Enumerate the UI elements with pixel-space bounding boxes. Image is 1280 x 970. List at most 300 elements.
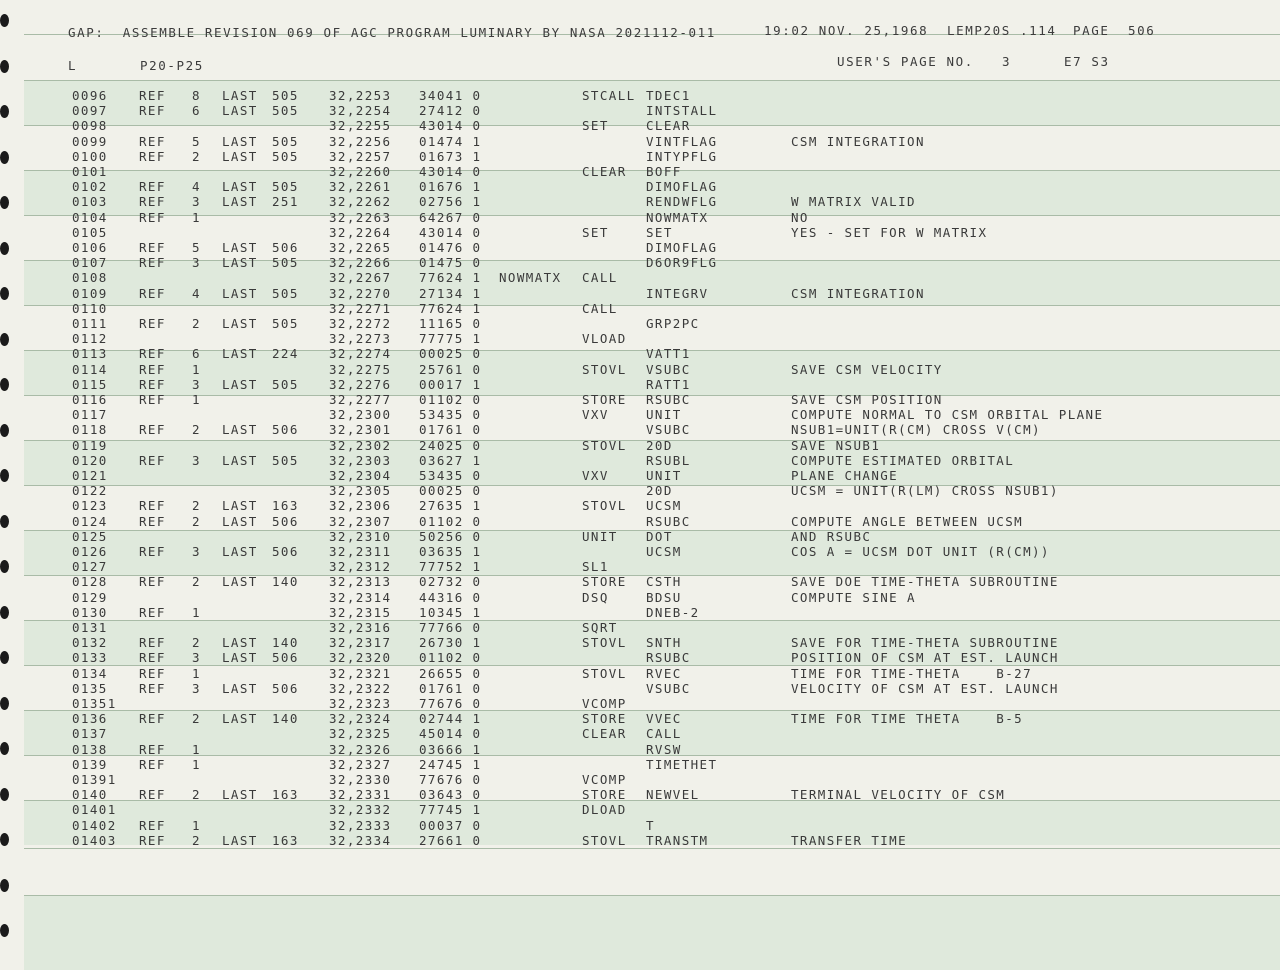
listing-word: 03627 1 <box>419 453 482 468</box>
listing-op: STOVL <box>582 833 627 848</box>
listing-count: 1 <box>192 210 201 225</box>
listing-line: 0121 <box>72 468 108 483</box>
listing-addr: 32,2311 <box>329 544 392 559</box>
listing-operand: NEWVEL <box>646 787 700 802</box>
listing-count: 2 <box>192 316 201 331</box>
listing-line: 0100 <box>72 149 108 164</box>
listing-row <box>0 134 1280 149</box>
listing-op: STORE <box>582 711 627 726</box>
listing-ref: REF <box>139 742 166 757</box>
listing-count: 1 <box>192 757 201 772</box>
listing-comment: SAVE FOR TIME-THETA SUBROUTINE <box>791 635 1059 650</box>
listing-word: 26730 1 <box>419 635 482 650</box>
listing-op: STORE <box>582 574 627 589</box>
listing-count: 3 <box>192 650 201 665</box>
listing-word: 43014 0 <box>419 225 482 240</box>
listing-addr: 32,2316 <box>329 620 392 635</box>
listing-row <box>0 818 1280 833</box>
listing-page: 505 <box>272 134 299 149</box>
listing-line: 0114 <box>72 362 108 377</box>
listing-word: 01102 0 <box>419 392 482 407</box>
listing-row <box>0 103 1280 118</box>
listing-addr: 32,2265 <box>329 240 392 255</box>
listing-ref: REF <box>139 650 166 665</box>
feed-hole <box>0 924 9 937</box>
listing-line: 01403 <box>72 833 117 848</box>
listing-count: 2 <box>192 711 201 726</box>
listing-op: SQRT <box>582 620 618 635</box>
listing-word: 77624 1 <box>419 301 482 316</box>
feed-hole <box>0 879 9 892</box>
listing-op: STOVL <box>582 635 627 650</box>
listing-addr: 32,2325 <box>329 726 392 741</box>
listing-row <box>0 194 1280 209</box>
listing-page: 505 <box>272 453 299 468</box>
listing-comment: UCSM = UNIT(R(LM) CROSS NSUB1) <box>791 483 1059 498</box>
listing-last: LAST <box>222 787 258 802</box>
listing-row <box>0 164 1280 179</box>
listing-word: 50256 0 <box>419 529 482 544</box>
listing-comment: COS A = UCSM DOT UNIT (R(CM)) <box>791 544 1050 559</box>
listing-operand: SET <box>646 225 673 240</box>
listing-line: 0107 <box>72 255 108 270</box>
feed-hole <box>0 14 9 27</box>
listing-count: 3 <box>192 544 201 559</box>
listing-op: DSQ <box>582 590 609 605</box>
listing-addr: 32,2254 <box>329 103 392 118</box>
listing-line: 0137 <box>72 726 108 741</box>
listing-row <box>0 590 1280 605</box>
listing-op: CALL <box>582 301 618 316</box>
listing-last: LAST <box>222 346 258 361</box>
listing-word: 77745 1 <box>419 802 482 817</box>
listing-op: CALL <box>582 270 618 285</box>
listing-word: 43014 0 <box>419 118 482 133</box>
listing-ref: REF <box>139 103 166 118</box>
listing-addr: 32,2256 <box>329 134 392 149</box>
listing-comment: NSUB1=UNIT(R(CM) CROSS V(CM) <box>791 422 1041 437</box>
listing-operand: BOFF <box>646 164 682 179</box>
listing-count: 2 <box>192 514 201 529</box>
listing-last: LAST <box>222 650 258 665</box>
listing-count: 8 <box>192 88 201 103</box>
listing-row <box>0 286 1280 301</box>
listing-addr: 32,2274 <box>329 346 392 361</box>
listing-comment: SAVE CSM VELOCITY <box>791 362 943 377</box>
listing-ref: REF <box>139 149 166 164</box>
listing-line: 0108 <box>72 270 108 285</box>
listing-ref: REF <box>139 392 166 407</box>
listing-row <box>0 483 1280 498</box>
listing-op: DLOAD <box>582 802 627 817</box>
listing-row <box>0 559 1280 574</box>
listing-comment: SAVE DOE TIME-THETA SUBROUTINE <box>791 574 1059 589</box>
listing-last: LAST <box>222 103 258 118</box>
listing-comment: CSM INTEGRATION <box>791 134 925 149</box>
listing-addr: 32,2300 <box>329 407 392 422</box>
listing-count: 3 <box>192 681 201 696</box>
listing-operand: 20D <box>646 483 673 498</box>
listing-addr: 32,2321 <box>329 666 392 681</box>
listing-row <box>0 514 1280 529</box>
listing-addr: 32,2330 <box>329 772 392 787</box>
listing-word: 03643 0 <box>419 787 482 802</box>
listing-word: 01476 0 <box>419 240 482 255</box>
listing-row <box>0 666 1280 681</box>
listing-addr: 32,2263 <box>329 210 392 225</box>
listing-ref: REF <box>139 757 166 772</box>
listing-op: VXV <box>582 407 609 422</box>
listing-title: GAP: ASSEMBLE REVISION 069 OF AGC PROGRAM LUMINARY BY NASA 2021112-011 <box>68 25 716 40</box>
listing-row <box>0 240 1280 255</box>
listing-word: 10345 1 <box>419 605 482 620</box>
listing-word: 01761 0 <box>419 681 482 696</box>
listing-word: 24025 0 <box>419 438 482 453</box>
listing-page: 506 <box>272 422 299 437</box>
listing-line: 01351 <box>72 696 117 711</box>
listing-last: LAST <box>222 377 258 392</box>
listing-addr: 32,2272 <box>329 316 392 331</box>
listing-op: VXV <box>582 468 609 483</box>
listing-line: 0111 <box>72 316 108 331</box>
listing-op: STORE <box>582 787 627 802</box>
listing-operand: CLEAR <box>646 118 691 133</box>
listing-comment: AND RSUBC <box>791 529 872 544</box>
listing-ref: REF <box>139 833 166 848</box>
listing-word: 77775 1 <box>419 331 482 346</box>
listing-word: 77766 0 <box>419 620 482 635</box>
listing-line: 01402 <box>72 818 117 833</box>
listing-word: 53435 0 <box>419 468 482 483</box>
listing-row <box>0 681 1280 696</box>
listing-count: 1 <box>192 742 201 757</box>
listing-op: STCALL <box>582 88 636 103</box>
listing-last: LAST <box>222 422 258 437</box>
listing-line: 0131 <box>72 620 108 635</box>
listing-row <box>0 650 1280 665</box>
listing-ref: REF <box>139 255 166 270</box>
listing-last: LAST <box>222 453 258 468</box>
listing-page: 505 <box>272 316 299 331</box>
listing-page: 505 <box>272 88 299 103</box>
listing-row <box>0 407 1280 422</box>
listing-comment: YES - SET FOR W MATRIX <box>791 225 988 240</box>
listing-operand: GRP2PC <box>646 316 700 331</box>
listing-word: 45014 0 <box>419 726 482 741</box>
listing-count: 6 <box>192 346 201 361</box>
listing-comment: PLANE CHANGE <box>791 468 899 483</box>
listing-row <box>0 346 1280 361</box>
listing-line: 0102 <box>72 179 108 194</box>
green-band <box>24 895 1280 970</box>
listing-row <box>0 225 1280 240</box>
users-page-number: 3 <box>1002 54 1012 69</box>
listing-operand: RSUBL <box>646 453 691 468</box>
listing-label: NOWMATX <box>499 270 562 285</box>
listing-operand: T <box>646 818 655 833</box>
listing-word: 00025 0 <box>419 346 482 361</box>
listing-addr: 32,2306 <box>329 498 392 513</box>
listing-line: 0133 <box>72 650 108 665</box>
listing-operand: CSTH <box>646 574 682 589</box>
listing-operand: DIMOFLAG <box>646 179 718 194</box>
listing-ref: REF <box>139 453 166 468</box>
listing-comment: W MATRIX VALID <box>791 194 916 209</box>
listing-word: 11165 0 <box>419 316 482 331</box>
listing-addr: 32,2257 <box>329 149 392 164</box>
listing-ref: REF <box>139 635 166 650</box>
listing-addr: 32,2302 <box>329 438 392 453</box>
listing-count: 2 <box>192 149 201 164</box>
listing-last: LAST <box>222 286 258 301</box>
listing-row <box>0 605 1280 620</box>
band-rule <box>24 848 1280 849</box>
listing-ref: REF <box>139 574 166 589</box>
listing-addr: 32,2267 <box>329 270 392 285</box>
listing-ref: REF <box>139 134 166 149</box>
listing-page: 140 <box>272 574 299 589</box>
listing-addr: 32,2261 <box>329 179 392 194</box>
listing-op: SL1 <box>582 559 609 574</box>
listing-word: 27635 1 <box>419 498 482 513</box>
listing-page: 505 <box>272 286 299 301</box>
listing-ref: REF <box>139 346 166 361</box>
listing-line: 0119 <box>72 438 108 453</box>
listing-line: 0101 <box>72 164 108 179</box>
listing-addr: 32,2327 <box>329 757 392 772</box>
listing-page: 140 <box>272 711 299 726</box>
listing-line: 0109 <box>72 286 108 301</box>
listing-line: 0139 <box>72 757 108 772</box>
listing-word: 03666 1 <box>419 742 482 757</box>
listing-word: 34041 0 <box>419 88 482 103</box>
listing-line: 0098 <box>72 118 108 133</box>
listing-count: 1 <box>192 392 201 407</box>
listing-word: 01673 1 <box>419 149 482 164</box>
listing-comment: TIME FOR TIME THETA B-5 <box>791 711 1024 726</box>
listing-last: LAST <box>222 255 258 270</box>
listing-operand: INTEGRV <box>646 286 709 301</box>
listing-row <box>0 255 1280 270</box>
listing-operand: RSUBC <box>646 514 691 529</box>
listing-op: SET <box>582 225 609 240</box>
listing-count: 1 <box>192 362 201 377</box>
listing-last: LAST <box>222 134 258 149</box>
listing-addr: 32,2333 <box>329 818 392 833</box>
listing-ref: REF <box>139 818 166 833</box>
listing-count: 4 <box>192 286 201 301</box>
listing-word: 00025 0 <box>419 483 482 498</box>
listing-addr: 32,2331 <box>329 787 392 802</box>
listing-last: LAST <box>222 88 258 103</box>
listing-ref: REF <box>139 194 166 209</box>
listing-row <box>0 574 1280 589</box>
listing-addr: 32,2270 <box>329 286 392 301</box>
listing-addr: 32,2255 <box>329 118 392 133</box>
listing-last: LAST <box>222 179 258 194</box>
users-page-label: USER'S PAGE NO. <box>837 54 974 69</box>
feed-hole <box>0 60 9 73</box>
listing-ref: REF <box>139 605 166 620</box>
listing-addr: 32,2313 <box>329 574 392 589</box>
listing-last: LAST <box>222 194 258 209</box>
listing-row <box>0 711 1280 726</box>
listing-ref: REF <box>139 210 166 225</box>
listing-addr: 32,2312 <box>329 559 392 574</box>
listing-line: 01391 <box>72 772 117 787</box>
listing-line: 0106 <box>72 240 108 255</box>
listing-page: 251 <box>272 194 299 209</box>
listing-op: VCOMP <box>582 772 627 787</box>
listing-operand: VINTFLAG <box>646 134 718 149</box>
listing-row <box>0 468 1280 483</box>
listing-row <box>0 362 1280 377</box>
listing-operand: NOWMATX <box>646 210 709 225</box>
listing-operand: UNIT <box>646 468 682 483</box>
listing-addr: 32,2264 <box>329 225 392 240</box>
job-name: LEMP20S .114 <box>947 23 1057 38</box>
listing-count: 1 <box>192 666 201 681</box>
listing-operand: VVEC <box>646 711 682 726</box>
listing-operand: DOT <box>646 529 673 544</box>
listing-line: 0134 <box>72 666 108 681</box>
listing-count: 2 <box>192 833 201 848</box>
listing-row <box>0 179 1280 194</box>
listing-comment: COMPUTE ESTIMATED ORBITAL <box>791 453 1015 468</box>
listing-line: 01401 <box>72 802 117 817</box>
listing-comment: POSITION OF CSM AT EST. LAUNCH <box>791 650 1059 665</box>
listing-operand: 20D <box>646 438 673 453</box>
listing-page: 505 <box>272 103 299 118</box>
listing-op: STOVL <box>582 666 627 681</box>
listing-row <box>0 422 1280 437</box>
listing-ref: REF <box>139 362 166 377</box>
listing-ref: REF <box>139 514 166 529</box>
listing-addr: 32,2266 <box>329 255 392 270</box>
listing-line: 0105 <box>72 225 108 240</box>
listing-operand: BDSU <box>646 590 682 605</box>
listing-last: LAST <box>222 240 258 255</box>
listing-operand: INTSTALL <box>646 103 718 118</box>
listing-word: 43014 0 <box>419 164 482 179</box>
listing-page: 163 <box>272 787 299 802</box>
listing-operand: DNEB-2 <box>646 605 700 620</box>
listing-operand: VSUBC <box>646 362 691 377</box>
listing-operand: UCSM <box>646 498 682 513</box>
listing-addr: 32,2320 <box>329 650 392 665</box>
listing-op: CLEAR <box>582 726 627 741</box>
listing-comment: NO <box>791 210 809 225</box>
listing-word: 77676 0 <box>419 696 482 711</box>
listing-last: LAST <box>222 833 258 848</box>
listing-op: STOVL <box>582 362 627 377</box>
section-name: P20-P25 <box>140 58 204 73</box>
listing-line: 0122 <box>72 483 108 498</box>
listing-line: 0104 <box>72 210 108 225</box>
listing-word: 00017 1 <box>419 377 482 392</box>
page-label: PAGE <box>1073 23 1110 38</box>
listing-operand: UCSM <box>646 544 682 559</box>
listing-count: 3 <box>192 194 201 209</box>
listing-comment: CSM INTEGRATION <box>791 286 925 301</box>
listing-row <box>0 742 1280 757</box>
listing-line: 0096 <box>72 88 108 103</box>
listing-last: LAST <box>222 544 258 559</box>
listing-row <box>0 392 1280 407</box>
listing-row <box>0 438 1280 453</box>
listing-row <box>0 726 1280 741</box>
listing-ref: REF <box>139 681 166 696</box>
listing-addr: 32,2322 <box>329 681 392 696</box>
listing-addr: 32,2260 <box>329 164 392 179</box>
listing-addr: 32,2324 <box>329 711 392 726</box>
listing-word: 00037 0 <box>419 818 482 833</box>
listing-addr: 32,2307 <box>329 514 392 529</box>
listing-operand: RENDWFLG <box>646 194 718 209</box>
listing-row <box>0 118 1280 133</box>
listing-addr: 32,2326 <box>329 742 392 757</box>
listing-line: 0120 <box>72 453 108 468</box>
listing-word: 01474 1 <box>419 134 482 149</box>
listing-comment: SAVE NSUB1 <box>791 438 881 453</box>
listing-line: 0130 <box>72 605 108 620</box>
listing-word: 77624 1 <box>419 270 482 285</box>
band-rule <box>24 895 1280 896</box>
listing-operand: VSUBC <box>646 681 691 696</box>
listing-page: 163 <box>272 833 299 848</box>
listing-last: LAST <box>222 514 258 529</box>
listing-ref: REF <box>139 711 166 726</box>
listing-line: 0125 <box>72 529 108 544</box>
listing-last: LAST <box>222 498 258 513</box>
listing-line: 0123 <box>72 498 108 513</box>
listing-last: LAST <box>222 711 258 726</box>
listing-ref: REF <box>139 787 166 802</box>
listing-row <box>0 802 1280 817</box>
listing-row <box>0 620 1280 635</box>
listing-addr: 32,2315 <box>329 605 392 620</box>
listing-word: 02744 1 <box>419 711 482 726</box>
listing-page: 506 <box>272 544 299 559</box>
listing-addr: 32,2277 <box>329 392 392 407</box>
listing-operand: RSUBC <box>646 392 691 407</box>
listing-word: 01676 1 <box>419 179 482 194</box>
listing-op: CLEAR <box>582 164 627 179</box>
listing-word: 03635 1 <box>419 544 482 559</box>
listing-word: 77676 0 <box>419 772 482 787</box>
listing-line: 0110 <box>72 301 108 316</box>
listing-line: 0097 <box>72 103 108 118</box>
listing-row <box>0 270 1280 285</box>
listing-line: 0129 <box>72 590 108 605</box>
listing-op: UNIT <box>582 529 618 544</box>
listing-page: 505 <box>272 149 299 164</box>
listing-line: 0115 <box>72 377 108 392</box>
listing-line: 0117 <box>72 407 108 422</box>
listing-word: 27661 0 <box>419 833 482 848</box>
band-rule <box>24 80 1280 81</box>
listing-word: 02732 0 <box>419 574 482 589</box>
listing-word: 53435 0 <box>419 407 482 422</box>
listing-word: 02756 1 <box>419 194 482 209</box>
listing-addr: 32,2317 <box>329 635 392 650</box>
listing-line: 0128 <box>72 574 108 589</box>
listing-row <box>0 210 1280 225</box>
listing-ref: REF <box>139 422 166 437</box>
listing-addr: 32,2276 <box>329 377 392 392</box>
listing-addr: 32,2253 <box>329 88 392 103</box>
listing-count: 4 <box>192 179 201 194</box>
